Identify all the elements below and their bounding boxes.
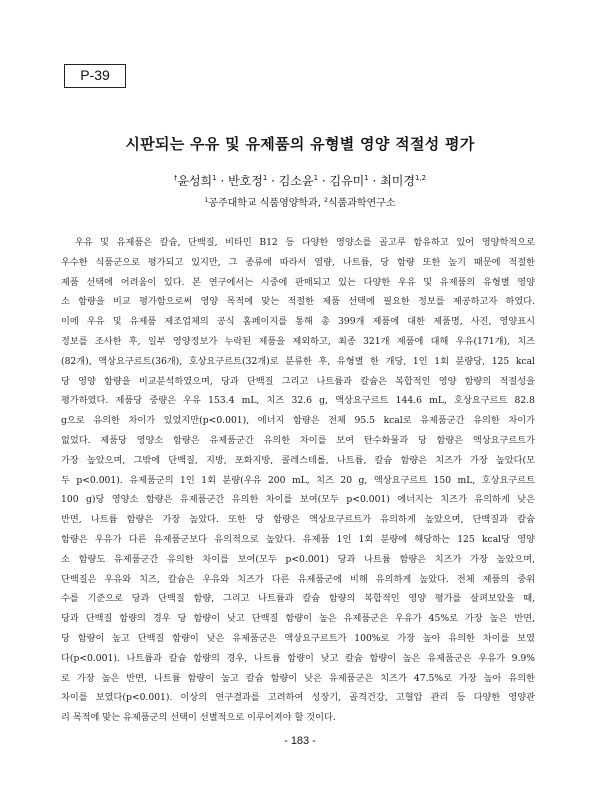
abstract-line: 반면, 나트륨 함량은 가장 높았다. 또한 당 함량은 액상요구르트가 유의하게 높았으며, 단백질과 칼슘 — [61, 514, 535, 526]
abstract-body — [61, 233, 535, 728]
author-separator: · — [368, 174, 381, 188]
abstract-line: 단백질은 우유와 치즈, 칼슘은 우유와 치즈가 다른 유제품군에 비해 유의하게 높았다. 전체 제품의 중위 — [61, 573, 535, 585]
abstract-line: 리 목적에 맞는 유제품군의 선택이 선별적으로 이루어져야 할 것이다. — [61, 712, 336, 724]
abstract-line: 당 영양 함량을 비교분석하였으며, 당과 단백질 그리고 나트륨과 칼슘은 복합적인 영양 함량의 적절성을 — [61, 375, 535, 387]
author-affiliation-mark: 1 — [313, 174, 319, 182]
abstract-line: 없었다. 제품당 영양소 함량은 유제품군간 유의한 차이를 보여 탄수화물과 당 함량은 액상요구르트가 — [61, 434, 535, 446]
affiliation-mark: 2 — [324, 197, 328, 204]
affiliation-name: 식품과학연구소 — [327, 198, 396, 209]
author-name: 김유미 — [329, 174, 365, 188]
author — [174, 174, 217, 188]
affiliation-name: 공주대학교 식품영양학과, — [208, 198, 325, 209]
poster-number-label: P-39 — [64, 64, 126, 88]
abstract-line: (82개), 액상요구르트(36개), 호상요구르트(32개)로 분류한 후, 유형별 한 개당, 1인 1회 분량당, 125 kcal — [61, 355, 535, 367]
author — [380, 174, 426, 188]
author-name: 반호정 — [228, 174, 263, 188]
affiliation-list — [0, 194, 600, 209]
abstract-line: 평가하였다. 제품당 중량은 우유 153.4 mL, 치즈 32.6 g, 액상요구르트 144.6 mL, 호상요구르트 82.8 — [61, 395, 535, 407]
abstract-line: 당 함량이 높고 단백질 함량이 낮은 유제품군은 액상요구르트가 100%로 가장 높아 유의한 차이를 보였 — [61, 632, 535, 644]
author-separator: · — [318, 174, 330, 188]
abstract-line: 차이를 보였다(p<0.001). 이상의 연구결과를 고려하여 성장기, 골격건강, 고혈압 관리 등 다양한 영양관 — [61, 692, 535, 704]
author — [329, 174, 368, 188]
corresponding-author-mark: † — [173, 174, 178, 182]
abstract-line: 함량은 우유가 다른 유제품군보다 유의적으로 높았다. 유제품 1인 1회 분량에 해당하는 125 kcal당 영양 — [61, 533, 535, 545]
author-list — [0, 172, 600, 189]
author — [279, 174, 318, 188]
abstract-line: 우유 및 유제품은 칼슘, 단백질, 비타민 B12 등 다양한 영양소를 골고루 함유하고 있어 영양학적으로 — [61, 237, 535, 248]
abstract-line: 100 g)당 영양소 함량은 유제품군간 유의한 차이를 보여(모두 p<0.001) 에너지는 치즈가 유의하게 낮은 — [61, 494, 535, 506]
abstract-line: 당과 단백질 함량의 경우 당 함량이 낮고 단백질 함량이 높은 유제품군은 우유가 45%로 가장 높은 반면, — [61, 613, 535, 625]
paper-title: 시판되는 우유 및 유제품의 유형별 영양 적절성 평가 — [125, 135, 475, 153]
author-affiliation-mark: 1,2 — [414, 174, 427, 182]
abstract-line: 우수한 식품군으로 평가되고 있지만, 그 종류에 따라서 열량, 나트륨, 당 함량 또한 높기 때문에 적절한 — [61, 256, 535, 268]
author-name: 김소윤 — [278, 174, 314, 188]
author-affiliation-mark: 1 — [364, 174, 369, 182]
author-separator: · — [216, 174, 229, 188]
author-affiliation-mark: 1 — [212, 174, 217, 182]
abstract-line: 제품 선택에 어려움이 있다. 본 연구에서는 시중에 판매되고 있는 다양한 우유 및 유제품의 유형별 영양 — [61, 276, 535, 288]
affiliation-mark: 1 — [204, 197, 209, 204]
abstract-line: 가장 높았으며, 그밖에 단백질, 지방, 포화지방, 콜레스테롤, 나트륨, 칼슘 함량은 치즈가 가장 높았다(모 — [61, 454, 535, 466]
page-number: - 183 - — [284, 735, 316, 747]
abstract-line: 이에 우유 및 유제품 제조업체의 공식 홈페이지를 통해 총 399개 제품에 대한 제품명, 사진, 영양표시 — [61, 316, 535, 328]
author-name: 윤성희 — [177, 174, 213, 188]
abstract-line: 정보를 조사한 후, 일부 영양정보가 누락된 제품을 제외하고, 최종 321개 제품에 대해 우유(171개), 치즈 — [61, 335, 535, 347]
author-affiliation-mark: 1 — [262, 174, 268, 182]
author — [228, 174, 267, 188]
abstract-line: 소 함량을 비교 평가함으로써 영양 목적에 맞는 적절한 제품 선택에 필요한 정보를 제공하고자 하였다. — [61, 296, 535, 308]
abstract-line: 로 가장 높은 반면, 나트륨 함량이 높고 칼슘 함량이 낮은 유제품군은 치즈가 47.5%로 가장 높아 유의한 — [61, 672, 535, 684]
author-name: 최미경 — [380, 174, 415, 188]
abstract-line: g으로 유의한 차이가 있었지만(p<0.001), 에너지 함량은 전체 95.5 kcal로 유제품군간 유의한 차이가 — [61, 415, 535, 427]
author-separator: · — [267, 174, 279, 188]
abstract-line: 다(p<0.001). 나트륨과 칼슘 함량의 경우, 나트륨 함량이 낮고 칼슘 함량이 높은 유제품군은 우유가 9.9% — [61, 652, 535, 664]
abstract-line: 수를 기준으로 당과 단백질 함량, 그리고 나트륨과 칼슘 함량의 복합적인 영양 평가를 살펴보았을 때, — [61, 593, 535, 605]
abstract-line: 두 p<0.001). 유제품군의 1인 1회 분량(우유 200 mL, 치즈 20 g, 액상요구르트 150 mL, 호상요구르트 — [61, 474, 535, 486]
abstract-line: 소 함량도 유제품군간 유의한 차이를 보여(모두 p<0.001) 당과 나트륨 함량은 치즈가 가장 높았으며, — [61, 553, 535, 565]
